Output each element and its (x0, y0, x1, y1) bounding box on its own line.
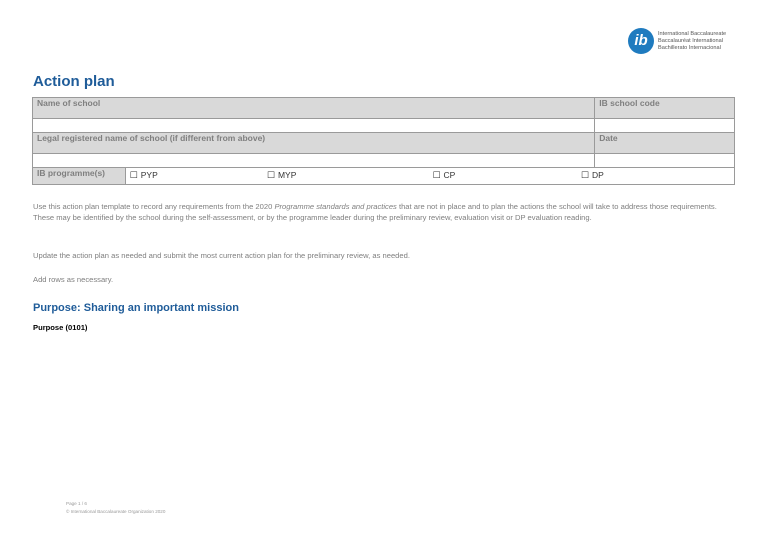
ib-logo (628, 28, 738, 62)
school-code-label: IB school code (595, 98, 735, 119)
ib-logo-icon: ib (628, 28, 654, 54)
instructions-paragraph-3: Add rows as necessary. (33, 275, 114, 284)
page-number: Page 1 / 6 (66, 501, 87, 506)
page-title: Action plan (33, 73, 115, 90)
school-info-table (32, 97, 735, 185)
copyright: © International Baccalaureate Organization 2020 (66, 509, 166, 514)
school-name-label: Name of school (33, 98, 595, 119)
instructions-paragraph-2: Update the action plan as needed and submit the most current action plan for the preliminary review, as needed. (33, 251, 410, 260)
checkbox-icon[interactable]: ☐ (266, 170, 275, 180)
instructions-paragraph-1 (33, 202, 733, 223)
checkbox-icon[interactable]: ☐ (129, 170, 138, 180)
programme-option-cp[interactable] (416, 168, 580, 185)
date-field[interactable] (595, 154, 735, 168)
legal-name-label: Legal registered name of school (if different from above) (33, 133, 595, 154)
programme-option-pyp[interactable] (125, 168, 263, 185)
ib-logo-text (658, 31, 726, 52)
school-name-field[interactable] (33, 119, 595, 133)
section-heading: Purpose: Sharing an important mission (33, 302, 239, 314)
logo-line-en: International Baccalaureate (658, 31, 727, 37)
page-footer (66, 500, 165, 516)
date-label: Date (595, 133, 735, 154)
instructions-text-1a: Use this action plan template to record any requirements from the 2020 (33, 202, 275, 211)
standards-title: Programme standards and practices (274, 202, 397, 211)
checkbox-icon[interactable]: ☐ (432, 170, 441, 180)
logo-line-fr: Baccalauréat International (658, 38, 723, 44)
programme-option-myp[interactable] (263, 168, 417, 185)
logo-line-es: Bachillerato Internacional (658, 45, 721, 51)
programme-option-dp[interactable] (581, 168, 735, 185)
programme-cp-label: CP (443, 170, 456, 180)
legal-name-field[interactable] (33, 154, 595, 168)
programme-pyp-label: PYP (140, 170, 158, 180)
programme-dp-label: DP (592, 170, 604, 180)
section-subheading: Purpose (0101) (33, 323, 88, 332)
checkbox-icon[interactable]: ☐ (580, 170, 589, 180)
school-code-field[interactable] (595, 119, 735, 133)
programme-label: IB programme(s) (33, 168, 126, 185)
instructions-text-1b: that are not in place and to plan the actions the school will take to address those requirements. These may be identified by the school during the self-assessment, or by the programme leader during the preliminary review, evaluation visit or DP evaluation reading. (33, 202, 717, 222)
programme-myp-label: MYP (277, 170, 297, 180)
